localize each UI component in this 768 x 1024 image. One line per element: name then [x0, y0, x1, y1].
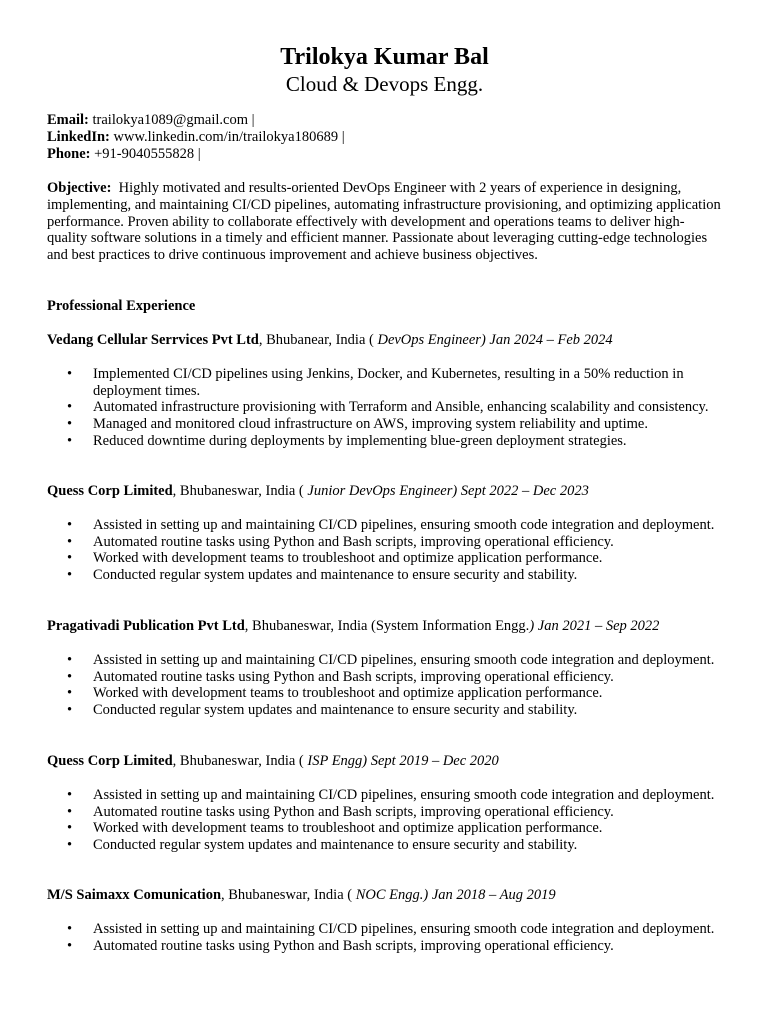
- company-name: Vedang Cellular Serrvices Pvt Ltd: [47, 332, 259, 348]
- email-label: Email:: [47, 112, 89, 128]
- list-item: • Managed and monitored cloud infrastructure on AWS, improving system reliability and uptime.: [93, 416, 722, 433]
- job-role-dates: DevOps Engineer) Jan 2024 – Feb 2024: [377, 332, 613, 348]
- list-item: • Conducted regular system updates and maintenance to ensure security and stability.: [93, 837, 722, 854]
- list-item: • Automated routine tasks using Python and Bash scripts, improving operational efficiency.: [93, 669, 722, 686]
- list-item: • Automated routine tasks using Python and Bash scripts, improving operational efficiency.: [93, 804, 722, 821]
- linkedin-value[interactable]: www.linkedin.com/in/trailokya180689 |: [113, 129, 345, 145]
- job-heading: [47, 618, 722, 635]
- job-bullets: [47, 517, 722, 584]
- phone-label: Phone:: [47, 146, 91, 162]
- experience-entry: [47, 332, 722, 450]
- company-name: Pragativadi Publication Pvt Ltd: [47, 618, 245, 634]
- experience-entry: [47, 483, 722, 584]
- list-item: • Worked with development teams to troubleshoot and optimize application performance.: [93, 685, 722, 702]
- job-bullets: [47, 652, 722, 719]
- experience-entry: [47, 887, 722, 954]
- experience-section-title: Professional Experience: [47, 298, 196, 314]
- job-bullets: [47, 787, 722, 854]
- job-heading: [47, 483, 722, 500]
- job-location: , Bhubaneswar, India (: [172, 753, 308, 769]
- list-item: • Implemented CI/CD pipelines using Jenkins, Docker, and Kubernetes, resulting in a 50% reduction in deployment times.: [93, 366, 722, 400]
- job-role-dates: ISP Engg) Sept 2019 – Dec 2020: [307, 753, 499, 769]
- list-item: • Automated routine tasks using Python and Bash scripts, improving operational efficiency.: [93, 534, 722, 551]
- list-item: • Worked with development teams to troubleshoot and optimize application performance.: [93, 820, 722, 837]
- list-item: • Assisted in setting up and maintaining CI/CD pipelines, ensuring smooth code integration and deployment.: [93, 921, 722, 938]
- list-item: • Reduced downtime during deployments by implementing blue-green deployment strategies.: [93, 433, 722, 450]
- list-item: • Conducted regular system updates and maintenance to ensure security and stability.: [93, 702, 722, 719]
- job-heading: [47, 753, 722, 770]
- candidate-name: Trilokya Kumar Bal: [280, 44, 489, 70]
- job-role-dates: Junior DevOps Engineer) Sept 2022 – Dec 2023: [307, 483, 589, 499]
- list-item: • Automated routine tasks using Python and Bash scripts, improving operational efficiency.: [93, 938, 722, 955]
- list-item: • Assisted in setting up and maintaining CI/CD pipelines, ensuring smooth code integration and deployment.: [93, 517, 722, 534]
- linkedin-label: LinkedIn:: [47, 129, 110, 145]
- job-heading: [47, 887, 722, 904]
- list-item: • Assisted in setting up and maintaining CI/CD pipelines, ensuring smooth code integration and deployment.: [93, 652, 722, 669]
- job-role-dates: NOC Engg.) Jan 2018 – Aug 2019: [355, 887, 556, 903]
- candidate-title: Cloud & Devops Engg.: [285, 72, 484, 96]
- job-bullets: [47, 366, 722, 450]
- list-item: • Assisted in setting up and maintaining CI/CD pipelines, ensuring smooth code integration and deployment.: [93, 787, 722, 804]
- company-name: Quess Corp Limited: [47, 753, 173, 769]
- experience-entry: [47, 753, 722, 854]
- job-location: , Bhubaneswar, India (: [172, 483, 308, 499]
- list-item: • Conducted regular system updates and maintenance to ensure security and stability.: [93, 567, 722, 584]
- company-name: M/S Saimaxx Comunication: [47, 887, 222, 903]
- job-location: , Bhubaneswar, India (System Information Engg.: [244, 618, 530, 634]
- phone-line: [47, 146, 345, 163]
- job-location: , Bhubaneswar, India (: [221, 887, 356, 903]
- job-role-dates: ) Jan 2021 – Sep 2022: [529, 618, 660, 634]
- objective-label: Objective:: [47, 180, 112, 196]
- list-item: • Automated infrastructure provisioning with Terraform and Ansible, enhancing scalability and consistency.: [93, 399, 722, 416]
- email-value[interactable]: trailokya1089@gmail.com |: [92, 112, 255, 128]
- contact-block: [47, 112, 345, 163]
- phone-value: +91-9040555828 |: [94, 146, 201, 162]
- experience-entry: [47, 618, 722, 719]
- linkedin-line: [47, 129, 345, 146]
- objective-paragraph: [47, 180, 722, 264]
- job-location: , Bhubanear, India (: [258, 332, 378, 348]
- job-heading: [47, 332, 722, 349]
- list-item: • Worked with development teams to troubleshoot and optimize application performance.: [93, 550, 722, 567]
- email-line: [47, 112, 345, 129]
- objective-text: Highly motivated and results-oriented DevOps Engineer with 2 years of experience in designing, implementing, and maintaining CI/CD pipelines, automating infrastructure provisioning, and optimizing application performance. Proven ability to collaborate effectively with development and operations teams to deliver high-quality software solutions in a timely and efficient manner. Passionate about leveraging cutting-edge technologies and best practices to drive continuous improvement and achieve business objectives.: [47, 180, 721, 264]
- job-bullets: [47, 921, 722, 955]
- company-name: Quess Corp Limited: [47, 483, 173, 499]
